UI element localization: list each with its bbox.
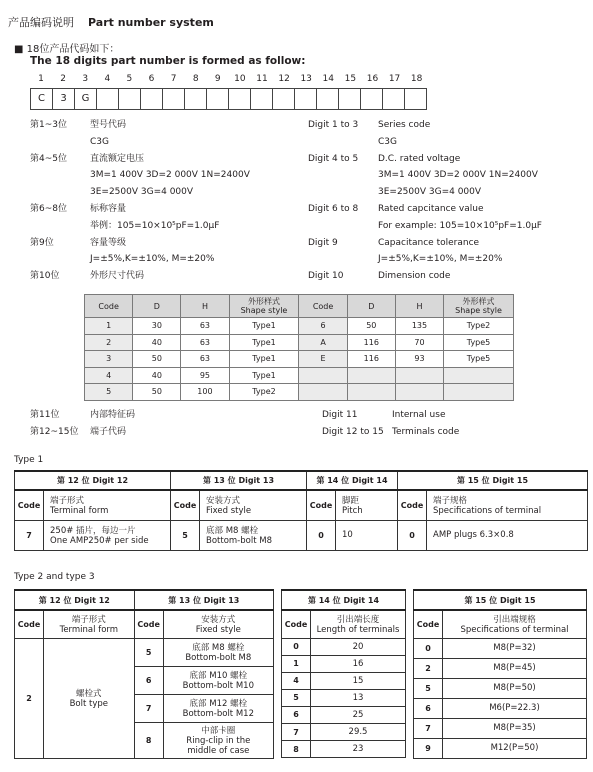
digit-box	[382, 88, 405, 110]
dim-header: H	[395, 295, 443, 318]
dim-cell: 95	[181, 367, 229, 384]
code-cell: 5	[171, 520, 200, 550]
shape-cn: 外形样式	[462, 297, 495, 306]
spec-desc: C3G	[378, 136, 397, 147]
spec-left	[30, 117, 250, 285]
digit-group-header: 第 12 位 Digit 12	[15, 471, 171, 490]
intro-en: The 18 digits part number is formed as follow:	[30, 55, 306, 67]
digit-box	[96, 88, 119, 110]
fix-line: middle of case	[187, 746, 250, 756]
type1-header-row	[15, 490, 588, 520]
header-en: Terminal form	[50, 506, 109, 517]
value-cell: M8(P=35)	[443, 718, 587, 738]
type1-table	[14, 470, 588, 551]
spec-digit: 第10位	[30, 271, 60, 282]
digit-number: 4	[104, 74, 111, 84]
code-cell: 6	[282, 706, 311, 723]
spec-cell: 第11位	[30, 410, 60, 420]
spec-row	[30, 117, 250, 134]
type1-group-row	[15, 471, 588, 490]
spec-desc: For example: 105=10×10⁵pF=1.0μF	[378, 220, 542, 231]
dim-cell	[347, 384, 395, 401]
form-en: Bolt type	[69, 699, 109, 709]
dim-header: Code	[85, 295, 133, 318]
column-header	[44, 490, 171, 520]
dim-header: H	[181, 295, 229, 318]
spec-desc: Dimension code	[378, 271, 451, 282]
code-cell: 2	[15, 638, 44, 758]
spec-row	[30, 151, 250, 168]
column-header	[443, 610, 587, 638]
spec-row	[308, 251, 542, 268]
spec-desc: 3M=1 400V 3D=2 000V 1N=2400V	[90, 170, 250, 181]
group-row	[282, 590, 406, 610]
digit-number: 12	[278, 74, 290, 84]
dim-cell	[444, 384, 514, 401]
column-header	[336, 490, 398, 520]
dim-row	[85, 367, 514, 384]
dim-cell: 4	[85, 367, 133, 384]
column-header	[200, 490, 307, 520]
digit-group-header: 第 14 位 Digit 14	[282, 590, 406, 610]
digit-number: 16	[366, 74, 379, 84]
fix-cn: 底部 M8 螺栓	[206, 526, 259, 536]
fixed-style	[163, 694, 273, 722]
column-header	[427, 490, 588, 520]
spec-digit: Digit 4 to 5	[308, 153, 359, 164]
dim-cell: 1	[85, 318, 133, 335]
data-row	[282, 672, 406, 689]
dimension-table	[84, 294, 514, 401]
digit-number: 14	[322, 74, 334, 84]
spec-row	[30, 251, 250, 268]
spec-digit: Digit 10	[308, 271, 344, 282]
fix-line: 中部卡圈	[201, 726, 236, 736]
dim-cell: 40	[133, 334, 181, 351]
data-row	[282, 689, 406, 706]
value-cell: 16	[311, 655, 406, 672]
dim-cell	[395, 367, 443, 384]
spec-right	[308, 117, 542, 285]
spec-desc: 容量等级	[90, 237, 127, 248]
dim-cell	[299, 384, 347, 401]
spec-cell: 端子代码	[90, 426, 127, 437]
code-cell: 9	[414, 738, 443, 758]
digit-number: 2	[60, 74, 66, 84]
data-row	[282, 741, 406, 758]
data-row	[282, 655, 406, 672]
digit-group-header: 第 14 位 Digit 14	[307, 471, 398, 490]
dim-header: D	[347, 295, 395, 318]
digit-box: G	[74, 88, 97, 110]
digit-box: 3	[52, 88, 75, 110]
digit-group-header: 第 15 位 Digit 15	[414, 590, 587, 610]
dim-cell: 70	[395, 334, 443, 351]
dim-cell: 50	[133, 384, 181, 401]
digit-box	[360, 88, 383, 110]
digit-number: 1	[38, 74, 44, 84]
spec-digit: 第1~3位	[30, 120, 67, 130]
value-cell: 15	[311, 672, 406, 689]
dim-cell: 116	[347, 351, 395, 368]
value-cell: 25	[311, 706, 406, 723]
dim-cell	[347, 367, 395, 384]
spec-row	[308, 268, 542, 285]
header-en: Length of terminals	[316, 625, 400, 636]
spec-row	[308, 167, 542, 184]
terminal-spec: AMP plugs 6.3×0.8	[427, 520, 588, 550]
digit-number: 9	[214, 74, 221, 84]
dim-row	[85, 334, 514, 351]
spec-row	[30, 235, 250, 252]
code-cell: 6	[414, 698, 443, 718]
header-en: Fixed style	[206, 506, 252, 517]
spec-row	[30, 134, 250, 151]
column-header	[44, 610, 135, 638]
dim-cell: 40	[133, 367, 181, 384]
spec-row	[30, 201, 250, 218]
title-en: Part number system	[88, 16, 214, 29]
value-cell: M8(P=32)	[443, 638, 587, 658]
code-cell: 0	[282, 638, 311, 655]
dim-cell: Type2	[444, 318, 514, 335]
type2-table-digit14	[281, 589, 406, 758]
spec-row	[308, 235, 542, 252]
spec-cell: Digit 12 to 15	[322, 426, 384, 437]
header-row	[414, 610, 587, 638]
spec-row	[30, 218, 250, 235]
spec-cell: Internal use	[392, 410, 446, 420]
value-cell: M6(P=22.3)	[443, 698, 587, 718]
dim-cell	[444, 367, 514, 384]
dim-cell: A	[299, 334, 347, 351]
digit-number: 8	[192, 74, 199, 84]
header-cn: 引出端规格	[493, 615, 536, 626]
value-cell: 29.5	[311, 723, 406, 740]
code-header: Code	[398, 490, 427, 520]
spec-row	[308, 151, 542, 168]
spec-row	[30, 407, 590, 424]
code-cell: 6	[134, 666, 163, 694]
code-cell: 7	[134, 694, 163, 722]
digit-box	[316, 88, 339, 110]
dim-cell: 63	[181, 351, 229, 368]
dim-cell: E	[299, 351, 347, 368]
code-cell: 0	[307, 520, 336, 550]
spec-cell: Digit 11	[322, 410, 358, 420]
digit-box	[118, 88, 141, 110]
value-cell: 13	[311, 689, 406, 706]
data-row	[414, 638, 587, 658]
digit-box	[404, 88, 427, 110]
value-cell: M8(P=50)	[443, 678, 587, 698]
dim-cell: Type5	[444, 351, 514, 368]
dim-cell: Type1	[229, 367, 299, 384]
data-row	[414, 678, 587, 698]
column-header	[311, 610, 406, 638]
group-row	[414, 590, 587, 610]
digit-number: 10	[234, 74, 246, 84]
form-en: One AMP250# per side	[50, 536, 149, 546]
dim-header	[444, 295, 514, 318]
fix-line: 底部 M8 螺栓	[192, 643, 245, 653]
code-header: Code	[134, 610, 163, 638]
dim-row	[85, 351, 514, 368]
dim-cell: 93	[395, 351, 443, 368]
pitch: 10	[336, 520, 398, 550]
code-cell: 1	[282, 655, 311, 672]
code-header: Code	[15, 490, 44, 520]
digit-box	[228, 88, 251, 110]
code-header: Code	[307, 490, 336, 520]
dim-cell: 63	[181, 318, 229, 335]
spec-row	[30, 167, 250, 184]
digit-group-header: 第 13 位 Digit 13	[134, 590, 273, 610]
spec-row	[308, 218, 542, 235]
code-cell: 5	[282, 689, 311, 706]
digit-group-header: 第 12 位 Digit 12	[15, 590, 135, 610]
code-cell: 2	[414, 658, 443, 678]
terminal-form	[44, 520, 171, 550]
code-cell: 8	[134, 722, 163, 758]
data-row	[282, 638, 406, 655]
spec-desc: D.C. rated voltage	[378, 153, 461, 164]
spec-bottom	[30, 407, 590, 441]
spec-desc: 直流额定电压	[90, 153, 145, 164]
spec-desc: 外形尺寸代码	[90, 271, 145, 282]
spec-row	[30, 184, 250, 201]
spec-desc: 标称容量	[90, 203, 127, 214]
header-en: Specifications of terminal	[460, 625, 569, 636]
spec-row	[308, 134, 542, 151]
digit-box	[294, 88, 317, 110]
dim-cell: 116	[347, 334, 395, 351]
digit-number: 17	[388, 74, 401, 84]
code-header: Code	[282, 610, 311, 638]
type2-table-digit12-13	[14, 589, 274, 759]
digit-box	[184, 88, 207, 110]
digit-box	[338, 88, 361, 110]
dim-cell: 135	[395, 318, 443, 335]
digit-number: 18	[410, 74, 423, 84]
type2-label: Type 2 and type 3	[14, 572, 95, 582]
header-cn: 端子形式	[50, 496, 85, 507]
header-en: Specifications of terminal	[433, 506, 542, 517]
header-cn: 安装方式	[201, 615, 236, 626]
spec-cell: 内部特征码	[90, 410, 136, 420]
dim-cell: Type1	[229, 351, 299, 368]
value-cell: M8(P=45)	[443, 658, 587, 678]
header-cn: 安装方式	[206, 496, 241, 507]
fix-line: Bottom-bolt M8	[185, 653, 252, 663]
spec-desc: J=±5%,K=±10%, M=±20%	[90, 254, 215, 265]
spec-row	[30, 268, 250, 285]
spec-cell: Terminals code	[392, 426, 460, 437]
code-cell: 5	[414, 678, 443, 698]
dim-cell: 6	[299, 318, 347, 335]
code-cell: 5	[134, 638, 163, 666]
spec-desc: C3G	[90, 136, 109, 147]
digit-box	[162, 88, 185, 110]
fix-line: Bottom-bolt M12	[182, 709, 254, 719]
code-header: Code	[414, 610, 443, 638]
fix-en: Bottom-bolt M8	[206, 536, 272, 546]
spec-row	[30, 424, 590, 441]
column-header	[163, 610, 273, 638]
shape-en: Shape style	[455, 306, 502, 315]
digit-group-header: 第 13 位 Digit 13	[171, 471, 307, 490]
spec-digit: 第6~8位	[30, 203, 67, 214]
data-row	[414, 718, 587, 738]
dim-cell: 100	[181, 384, 229, 401]
digit-box: C	[30, 88, 53, 110]
code-cell: 4	[282, 672, 311, 689]
spec-desc: 3E=2500V 3G=4 000V	[378, 187, 482, 198]
code-header: Code	[15, 610, 44, 638]
dim-cell	[395, 384, 443, 401]
dim-cell: 30	[133, 318, 181, 335]
dim-row	[85, 384, 514, 401]
header-cn: 端子形式	[71, 615, 106, 626]
header-cn: 端子规格	[433, 496, 468, 507]
value-cell: 23	[311, 741, 406, 758]
shape-cn: 外形样式	[247, 297, 280, 306]
header-cn: 脚距	[342, 496, 360, 507]
value-cell: 20	[311, 638, 406, 655]
bullet-icon: ■	[14, 44, 24, 55]
value-cell: M12(P=50)	[443, 738, 587, 758]
spec-digit: 第4~5位	[30, 153, 67, 164]
header-cn: 引出端长度	[336, 615, 380, 626]
fix-line: 底部 M10 螺栓	[189, 671, 248, 681]
dim-header-row	[85, 295, 514, 318]
data-row	[282, 706, 406, 723]
dim-header: D	[133, 295, 181, 318]
code-cell: 8	[282, 741, 311, 758]
page-title	[8, 14, 214, 30]
header-en: Fixed style	[195, 625, 241, 636]
spec-desc: 举例：105=10×10⁵pF=1.0μF	[90, 220, 220, 231]
digit-number: 15	[344, 74, 357, 84]
fixed-style	[163, 722, 273, 758]
type1-label: Type 1	[14, 455, 44, 465]
dim-cell: Type2	[229, 384, 299, 401]
header-en: Terminal form	[59, 625, 119, 636]
digit-number: 7	[170, 74, 177, 84]
spec-digit: Digit 9	[308, 237, 338, 248]
code-cell: 7	[414, 718, 443, 738]
spec-digit: Digit 6 to 8	[308, 203, 359, 214]
spec-desc: 型号代码	[90, 120, 127, 130]
dim-cell	[299, 367, 347, 384]
group-row	[15, 590, 274, 610]
digit-number: 5	[126, 74, 133, 84]
spec-digit: Digit 1 to 3	[308, 120, 359, 130]
spec-desc: J=±5%,K=±10%, M=±20%	[378, 254, 503, 265]
dim-row	[85, 318, 514, 335]
code-cell: 0	[398, 520, 427, 550]
spec-desc: Series code	[378, 120, 431, 130]
fixed-style	[163, 666, 273, 694]
dim-cell: 63	[181, 334, 229, 351]
spec-desc: 3E=2500V 3G=4 000V	[90, 187, 194, 198]
code-cell: 0	[414, 638, 443, 658]
dim-cell: Type5	[444, 334, 514, 351]
spec-row	[308, 117, 542, 134]
fixed-style	[200, 520, 307, 550]
title-cn: 产品编码说明	[8, 16, 74, 29]
data-row	[414, 698, 587, 718]
code-cell: 7	[15, 520, 44, 550]
digit-number: 3	[82, 74, 89, 84]
header-en: Pitch	[342, 506, 363, 517]
header-row	[282, 610, 406, 638]
form-cn: 螺栓式	[76, 689, 102, 699]
code-cell: 7	[282, 723, 311, 740]
spec-row	[308, 184, 542, 201]
dim-cell: 50	[347, 318, 395, 335]
fix-line: Ring-clip in the	[186, 736, 251, 746]
data-row	[282, 723, 406, 740]
data-row	[414, 738, 587, 758]
dim-cell: 3	[85, 351, 133, 368]
dim-cell: Type1	[229, 334, 299, 351]
dim-cell: 50	[133, 351, 181, 368]
type2-table-digit15	[413, 589, 587, 759]
spec-digit: 第9位	[30, 237, 54, 248]
digit-box	[206, 88, 229, 110]
digit-boxes	[30, 88, 426, 110]
spec-desc: Capacitance tolerance	[378, 237, 480, 248]
form-cn: 250# 插片，每边一片	[50, 526, 136, 536]
digit-box	[272, 88, 295, 110]
fix-line: Bottom-bolt M10	[182, 681, 254, 691]
dim-cell: 5	[85, 384, 133, 401]
spec-row	[308, 201, 542, 218]
intro-cn: ■ 18位产品代码如下：	[14, 44, 120, 55]
shape-en: Shape style	[240, 306, 288, 315]
data-row	[414, 658, 587, 678]
type1-data-row	[15, 520, 588, 550]
fix-line: 底部 M12 螺栓	[189, 699, 248, 709]
digit-box	[140, 88, 163, 110]
digit-number: 13	[300, 74, 312, 84]
digit-number: 6	[148, 74, 155, 84]
dim-cell: Type1	[229, 318, 299, 335]
code-header: Code	[171, 490, 200, 520]
dim-header: Code	[299, 295, 347, 318]
digit-numbers	[30, 74, 428, 84]
data-row	[15, 638, 274, 666]
digit-number: 11	[256, 74, 268, 84]
digit-box	[250, 88, 273, 110]
terminal-form	[44, 638, 135, 758]
spec-cell: 第12~15位	[30, 426, 79, 437]
header-row	[15, 610, 274, 638]
fixed-style	[163, 638, 273, 666]
digit-group-header: 第 15 位 Digit 15	[398, 471, 588, 490]
spec-desc: 3M=1 400V 3D=2 000V 1N=2400V	[378, 170, 538, 181]
dim-header	[229, 295, 299, 318]
dim-cell: 2	[85, 334, 133, 351]
spec-desc: Rated capcitance value	[378, 203, 484, 214]
